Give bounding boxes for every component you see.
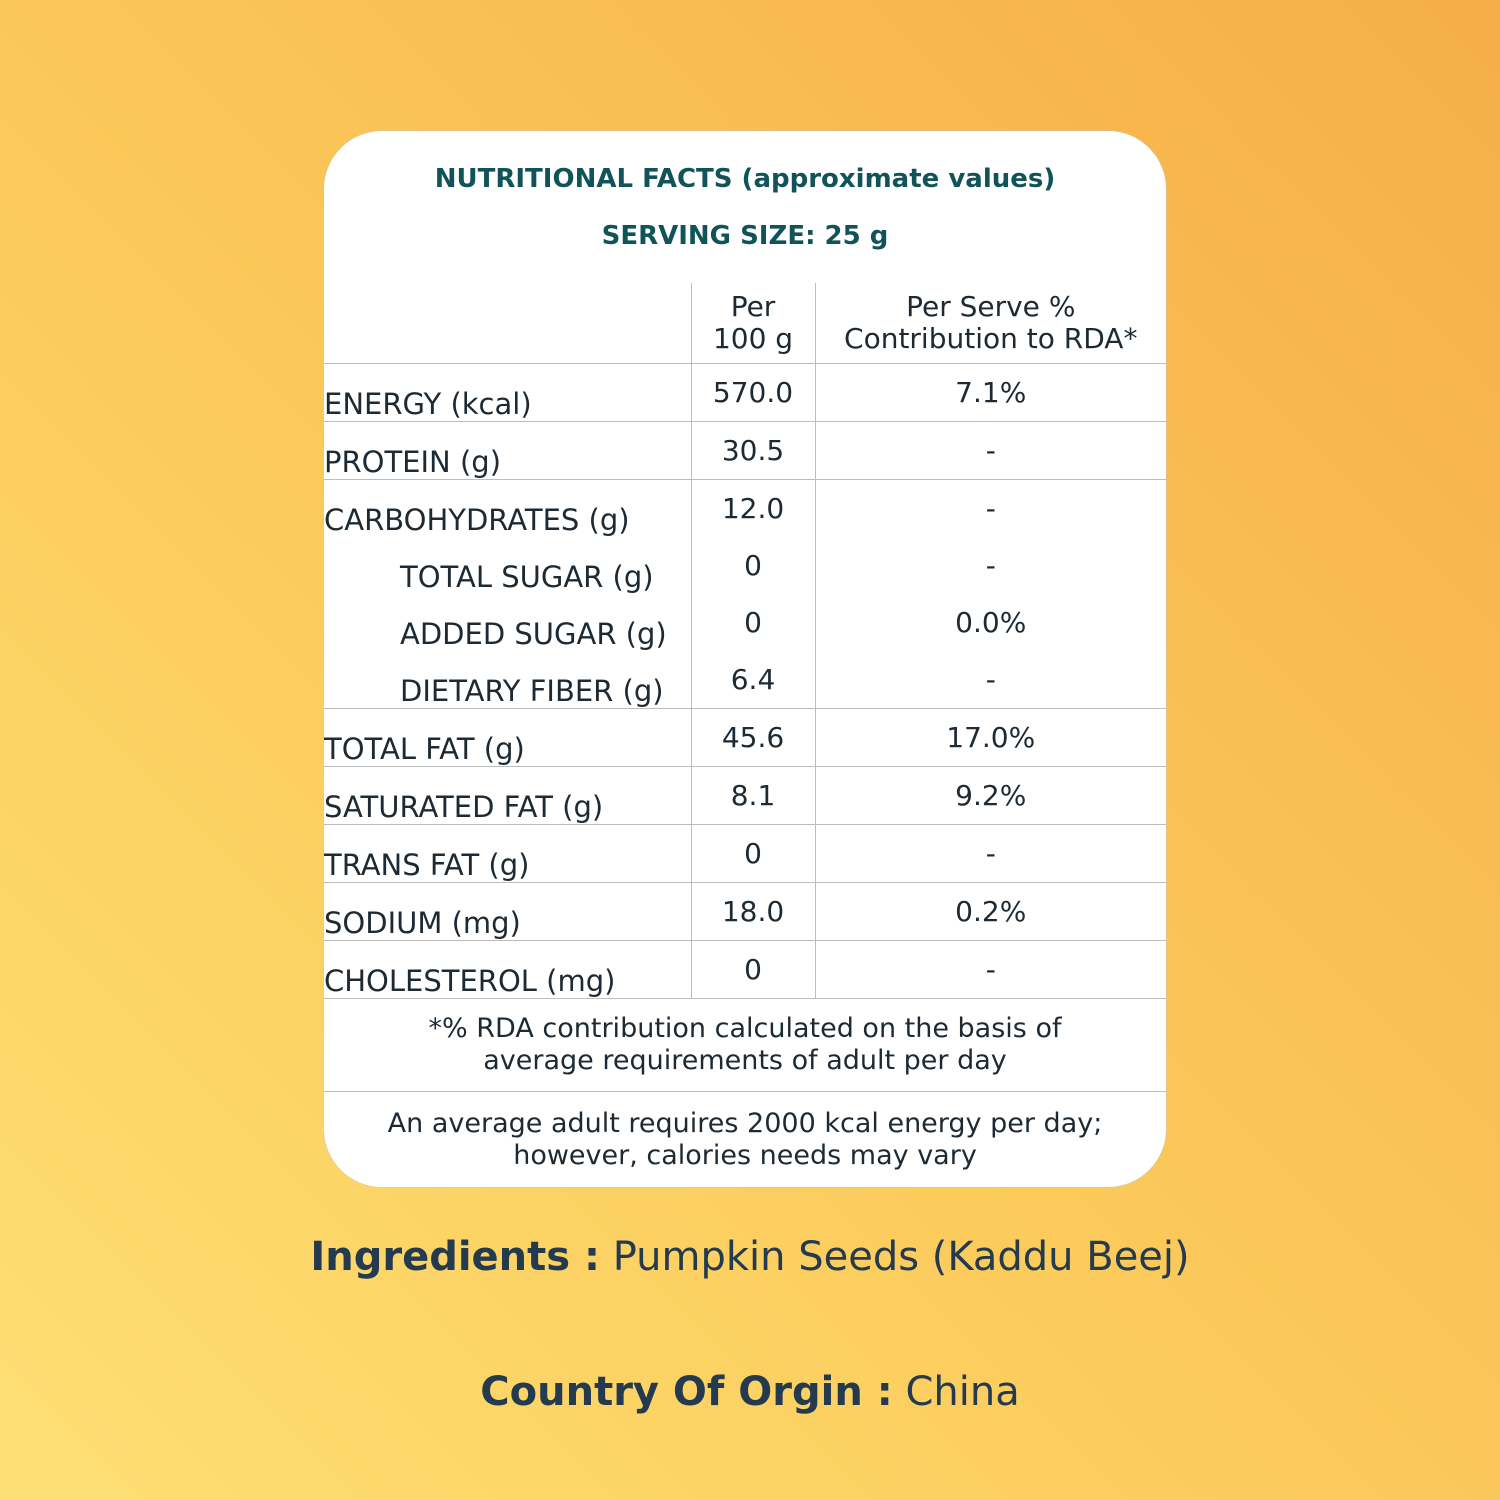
header-rda-line2: Contribution to RDA* [844, 322, 1138, 355]
table-row [324, 537, 1166, 594]
nutrient-rda: 0.2% [815, 883, 1166, 941]
nutrient-rda: - [815, 537, 1166, 594]
header-rda-line1: Per Serve % [906, 290, 1076, 323]
rda-note: *% RDA contribution calculated on the basis of average requirements of adult per day [324, 999, 1166, 1092]
ingredients-line [0, 1234, 1500, 1280]
nutrient-rda: 9.2% [815, 767, 1166, 825]
nutrient-rda: 0.0% [815, 594, 1166, 651]
nutrient-name: SODIUM (mg) [324, 883, 691, 941]
nutrition-facts-card [324, 131, 1166, 1187]
rda-note-row [324, 999, 1166, 1092]
nutrient-rda: - [815, 651, 1166, 709]
nutrient-name: CHOLESTEROL (mg) [324, 941, 691, 999]
nutrient-rda: - [815, 480, 1166, 538]
header-per-100g [691, 283, 815, 364]
table-row [324, 364, 1166, 422]
origin-line [0, 1369, 1500, 1415]
header-nutrient [324, 283, 691, 364]
origin-value: China [905, 1369, 1020, 1415]
nutrient-name: TOTAL FAT (g) [324, 709, 691, 767]
nutrient-name: ENERGY (kcal) [324, 364, 691, 422]
nutrient-rda: - [815, 422, 1166, 480]
nutrient-name: CARBOHYDRATES (g) [324, 503, 630, 537]
energy-note: An average adult requires 2000 kcal energy per day; however, calories needs may vary [387, 1108, 1103, 1171]
nutrient-rda: - [815, 941, 1166, 999]
nutrient-name: TOTAL SUGAR (g) [400, 560, 654, 594]
energy-note-row [324, 1092, 1166, 1188]
header-per-100g-line1: Per [730, 290, 776, 323]
nutrient-per100: 0 [691, 825, 815, 883]
table-row [324, 594, 1166, 651]
table-row [324, 883, 1166, 941]
table-row [324, 480, 1166, 538]
nutrient-per100: 0 [691, 941, 815, 999]
table-row [324, 651, 1166, 709]
ingredients-value: Pumpkin Seeds (Kaddu Beej) [612, 1234, 1190, 1280]
nutrient-name: PROTEIN (g) [324, 422, 691, 480]
nutrient-per100: 6.4 [691, 651, 815, 709]
nutrition-table [324, 283, 1166, 1187]
serving-size: SERVING SIZE: 25 g [601, 221, 889, 251]
nutrient-name: SATURATED FAT (g) [324, 767, 691, 825]
nutrient-rda: 17.0% [815, 709, 1166, 767]
nutrient-name: ADDED SUGAR (g) [400, 617, 667, 651]
nutrient-per100: 12.0 [691, 480, 815, 538]
ingredients-label: Ingredients : [310, 1234, 601, 1280]
nutrient-per100: 30.5 [691, 422, 815, 480]
nutrient-per100: 18.0 [691, 883, 815, 941]
nutrient-rda: 7.1% [815, 364, 1166, 422]
table-row [324, 941, 1166, 999]
table-row [324, 709, 1166, 767]
card-header [324, 131, 1166, 283]
table-header-row [324, 283, 1166, 364]
nutrient-name: TRANS FAT (g) [324, 825, 691, 883]
nutrient-per100: 0 [691, 537, 815, 594]
origin-label: Country Of Orgin : [480, 1369, 893, 1415]
nutrition-title: NUTRITIONAL FACTS (approximate values) [434, 164, 1056, 194]
nutrient-per100: 45.6 [691, 709, 815, 767]
header-per-100g-line2: 100 g [712, 322, 794, 355]
table-row [324, 422, 1166, 480]
table-row [324, 767, 1166, 825]
nutrient-per100: 0 [691, 594, 815, 651]
table-row [324, 825, 1166, 883]
nutrient-name: DIETARY FIBER (g) [324, 651, 691, 709]
nutrient-per100: 8.1 [691, 767, 815, 825]
header-rda [815, 283, 1166, 364]
nutrient-rda: - [815, 825, 1166, 883]
nutrient-per100: 570.0 [691, 364, 815, 422]
